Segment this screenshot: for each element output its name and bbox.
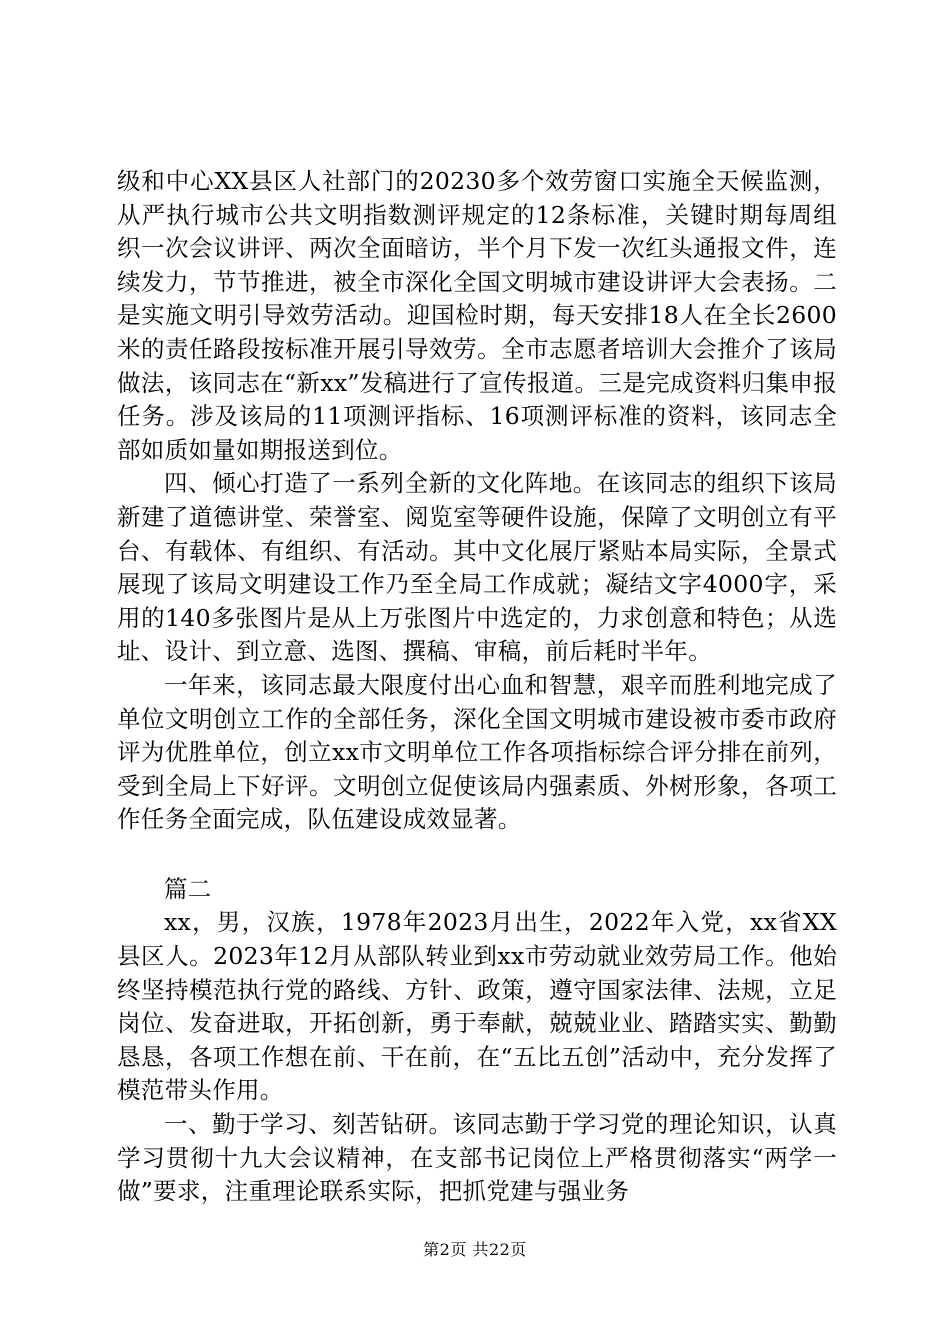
paragraph-cultural-venues: 四、倾心打造了一系列全新的文化阵地。在该同志的组织下该局新建了道德讲堂、荣誉室、阅览室等硬件设施，保障了文明创立有平台、有载体、有组织、有活动。其中文化展厅紧贴本局实际，全景式展现了该局文明建设工作乃至全局工作成就；凝结文字4000字，采用的140多张图片是从上万张图片中选定的，力求创意和特色；从选址、设计、到立意、选图、撰稿、审稿，前后耗时半年。 [117,469,837,666]
paragraph-annual-summary: 一年来，该同志最大限度付出心血和智慧，艰辛而胜利地完成了单位文明创立工作的全部任务，深化全国文明城市建设被市委市政府评为优胜单位，创立xx市文明单位工作各项指标综合评分排在前列，受到全局上下好评。文明创立促使该局内强素质、外树形象，各项工作任务全面完成，队伍建设成效显著。 [117,670,837,834]
page-number-footer: 第2页 共22页 [423,1240,527,1259]
paragraph-profile: xx，男，汉族，1978年2023月出生，2022年入党，xx省XX县区人。2023年12月从部队转业到xx市劳动就业效劳局工作。他始终坚持模范执行党的路线、方针、政策，遵守国家法律、法规，立足岗位、发奋进取，开拓创新，勇于奉献，兢兢业业、踏踏实实、勤勤恳恳，各项工作想在前、干在前，在“五比五创”活动中，充分发挥了模范带头作用。 [117,908,837,1105]
document-body [117,165,837,1209]
section-heading: 篇二 [164,874,212,903]
paragraph-study: 一、勤于学习、刻苦钻研。该同志勤于学习党的理论知识，认真学习贯彻十九大会议精神，在支部书记岗位上严格贯彻落实“两学一做”要求，注重理论联系实际，把抓党建与强业务 [117,1110,837,1206]
paragraph-continuation: 级和中心XX县区人社部门的20230多个效劳窗口实施全天候监测，从严执行城市公共文明指数测评规定的12条标准，关键时期每周组织一次会议讲评、两次全面暗访，半个月下发一次红头通报文件，连续发力，节节推进，被全市深化全国文明城市建设讲评大会表扬。二是实施文明引导效劳活动。迎国检时期，每天安排18人在全长2600米的责任路段按标准开展引导效劳。全市志愿者培训大会推介了该局做法，该同志在“新xx”发稿进行了宣传报道。三是完成资料归集申报任务。涉及该局的11项测评指标、16项测评标准的资料，该同志全部如质如量如期报送到位。 [117,167,837,464]
